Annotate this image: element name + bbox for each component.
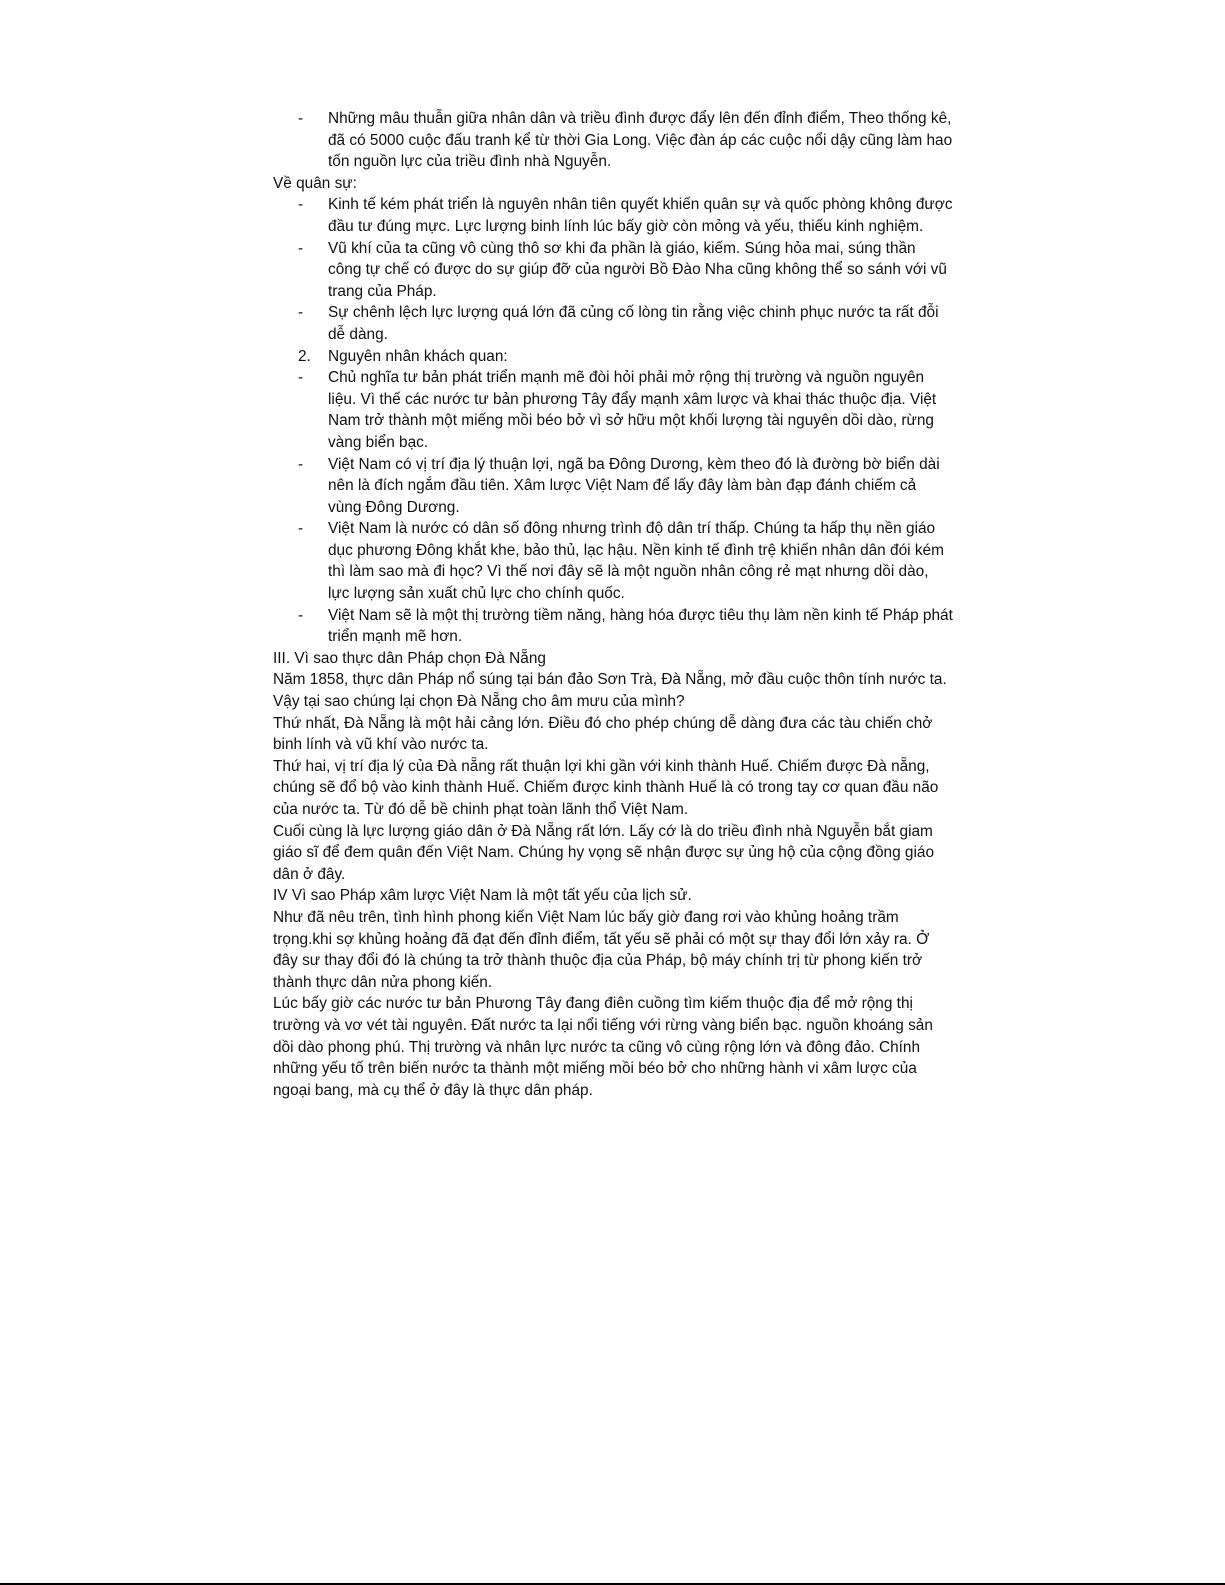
bullet-item [273,518,953,604]
bullet-item [273,108,953,173]
numbered-text: Nguyên nhân khách quan: [328,347,508,365]
paragraph: Năm 1858, thực dân Pháp nổ súng tại bán đảo Sơn Trà, Đà Nẵng, mở đầu cuộc thôn tính nước ta. Vậy tại sao chúng lại chọn Đà Nẵng cho âm mưu của mình? [273,671,947,711]
bullet-text: Chủ nghĩa tư bản phát triển mạnh mẽ đòi hỏi phải mở rộng thị trường và nguồn nguyên liệu. Vì thế các nước tư bản phương Tây đẩy mạnh xâm lược và khai thác thuộc địa. Việt Nam trở thành một miếng mồi béo bở vì sở hữu một khối lượng tài nguyên dồi dào, rừng vàng biển bạc. [328,369,937,451]
bullet-marker: - [298,606,304,624]
paragraph: Thứ hai, vị trí địa lý của Đà nẵng rất thuận lợi khi gần với kinh thành Huế. Chiếm được Đà nẵng, chúng sẽ đổ bộ vào kinh thành Huế. Chiếm được kinh thành Huế là có trong tay cơ quan đầu não của nước ta. Từ đó dễ bề chinh phạt toàn lãnh thổ Việt Nam. [273,757,939,818]
bullet-marker: - [298,239,304,257]
section-label-military: Về quân sự: [273,174,357,192]
bullet-item [273,238,953,303]
bullet-item [273,454,953,519]
paragraph: Thứ nhất, Đà Nẵng là một hải cảng lớn. Điều đó cho phép chúng dễ dàng đưa các tàu chiến chở binh lính và vũ khí vào nước ta. [273,714,933,754]
paragraph: Như đã nêu trên, tình hình phong kiến Việt Nam lúc bấy giờ đang rơi vào khủng hoảng trầm trọng.khi sợ khủng hoảng đã đạt đến đỉnh điểm, tất yếu sẽ phải có một sự thay đổi lớn xảy ra. Ở đây sư thay đổi đó là chúng ta trở thành thuộc địa của Pháp, bộ máy chính trị từ phong kiến trở thành thực dân nửa phong kiến. [273,908,930,991]
bullet-item [273,605,953,648]
bullet-text: Sự chênh lệch lực lượng quá lớn đã củng cố lòng tin rằng việc chinh phục nước ta rất đỗi dễ dàng. [328,304,939,343]
section-heading-iii: III. Vì sao thực dân Pháp chọn Đà Nẵng [273,649,546,667]
numbered-item [273,346,953,368]
number-marker: 2. [298,347,311,365]
bullet-marker: - [298,369,304,387]
bullet-item [273,302,953,345]
bullet-text: Vũ khí của ta cũng vô cùng thô sơ khi đa phần là giáo, kiếm. Súng hỏa mai, súng thần công tự chế có được do sự giúp đỡ của người Bồ Đào Nha cũng không thể so sánh với vũ trang của Pháp. [328,239,947,300]
bullet-text: Kinh tế kém phát triển là nguyên nhân tiên quyết khiến quân sự và quốc phòng không được đầu tư đúng mực. Lực lượng binh lính lúc bấy giờ còn mỏng và yếu, thiếu kinh nghiệm. [328,196,953,235]
paragraph: Cuối cùng là lực lượng giáo dân ở Đà Nẵng rất lớn. Lấy cớ là do triều đình nhà Nguyễn bắt giam giáo sĩ để đem quân đến Việt Nam. Chúng hy vọng sẽ nhận được sự ủng hộ của cộng đồng giáo dân ở đây. [273,822,935,883]
bullet-text: Việt Nam là nước có dân số đông nhưng trình độ dân trí thấp. Chúng ta hấp thụ nền giáo dục phương Đông khắt khe, bảo thủ, lạc hậu. Nền kinh tế đình trệ khiến nhân dân đói kém thì làm sao mà đi học? Vì thế nơi đây sẽ là một nguồn nhân công rẻ mạt nhưng dồi dào, lực lượng sản xuất chủ lực cho chính quốc. [328,520,944,603]
bullet-marker: - [298,196,304,214]
bullet-item [273,367,953,453]
bullet-item [273,194,953,237]
bullet-text: Việt Nam có vị trí địa lý thuận lợi, ngã ba Đông Dương, kèm theo đó là đường bờ biển dài nên là đích ngắm đầu tiên. Xâm lược Việt Nam để lấy đây làm bàn đạp đánh chiếm cả vùng Đông Dương. [328,455,940,516]
bullet-marker: - [298,455,304,473]
document-body [273,108,953,1101]
paragraph: Lúc bấy giờ các nước tư bản Phương Tây đang điên cuồng tìm kiếm thuộc địa để mở rộng thị trường và vơ vét tài nguyên. Đất nước ta lại nổi tiếng với rừng vàng biển bạc. nguồn khoáng sản dồi dào phong phú. Thị trường và nhân lực nước ta cũng vô cùng rộng lớn và đông đảo. Chính những yếu tố trên biến nước ta thành một miếng mồi béo bở cho những hành vi xâm lược của ngoại bang, mà cụ thể ở đây là thực dân pháp. [273,995,933,1099]
section-heading-iv: IV Vì sao Pháp xâm lược Việt Nam là một tất yếu của lịch sử. [273,887,692,905]
bullet-marker: - [298,110,304,127]
bullet-marker: - [298,520,304,538]
bullet-text: Những mâu thuẫn giữa nhân dân và triều đình được đẩy lên đến đỉnh điểm, Theo thống kê, đã có 5000 cuộc đấu tranh kể từ thời Gia Long. Việc đàn áp các cuộc nổi dậy cũng làm hao tốn nguồn lực của triều đình nhà Nguyễn. [328,110,953,171]
bullet-marker: - [298,304,304,322]
bullet-text: Việt Nam sẽ là một thị trường tiềm năng, hàng hóa được tiêu thụ làm nền kinh tế Pháp phát triển mạnh mẽ hơn. [328,606,953,646]
